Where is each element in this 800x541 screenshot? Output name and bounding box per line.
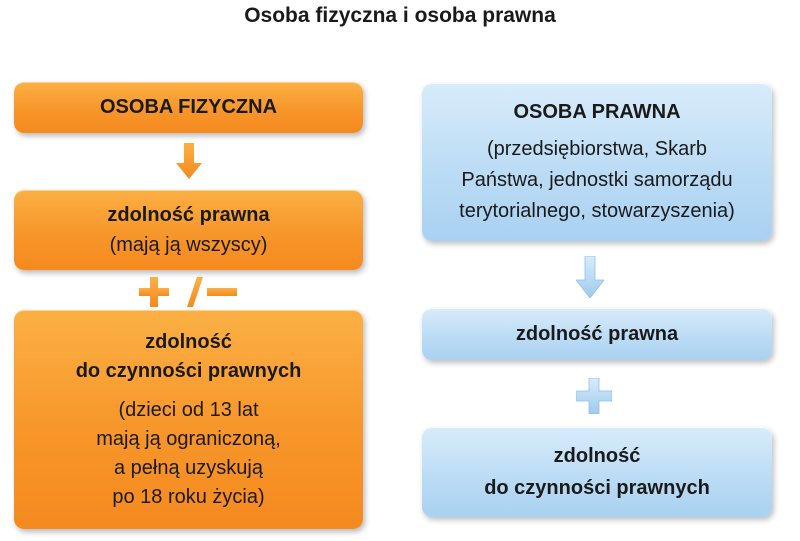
osoba-prawna-box [422,83,772,241]
czynnosci-note-line: mają ją ograniczoną, [96,427,281,450]
zdolnosc-prawna-heading: zdolność prawna [515,322,679,345]
czynnosci-heading-line2: do czynności prawnych [484,477,710,499]
osoba-prawna-note-line: Państwa, jednostki samorządu [461,169,733,191]
osoba-prawna-note-line: terytorialnego, stowarzyszenia) [459,200,735,222]
zdolnosc-prawna-fizyczna-box [14,190,363,270]
czynnosci-heading-line1: zdolność [553,445,641,467]
zdolnosc-do-czynnosci-prawna-box [422,427,772,517]
osoba-fizyczna-heading: OSOBA FIZYCZNA [99,96,278,118]
osoba-fizyczna-box [14,82,363,133]
arrow-down-icon-right [576,256,604,298]
arrow-down-icon-left [176,143,202,179]
czynnosci-note-line: a pełną uzyskują [114,456,263,479]
czynnosci-heading-line1: zdolność [145,330,232,353]
plus-minus-icon [139,276,239,308]
zdolnosc-do-czynnosci-fizyczna-box [14,310,363,529]
zdolnosc-prawna-note: (mają ją wszyscy) [109,234,268,256]
osoba-prawna-heading: OSOBA PRAWNA [513,101,681,123]
czynnosci-note-line: (dzieci od 13 lat [118,398,259,421]
zdolnosc-prawna-heading: zdolność prawna [107,204,270,226]
zdolnosc-prawna-prawna-box [422,308,772,360]
diagram-title: Osoba fizyczna i osoba prawna [244,4,556,27]
czynnosci-note-line: po 18 roku życia) [112,485,265,508]
plus-icon [576,378,612,414]
czynnosci-heading-line2: do czynności prawnych [75,359,302,382]
osoba-prawna-note-line: (przedsiębiorstwa, Skarb [486,138,708,160]
